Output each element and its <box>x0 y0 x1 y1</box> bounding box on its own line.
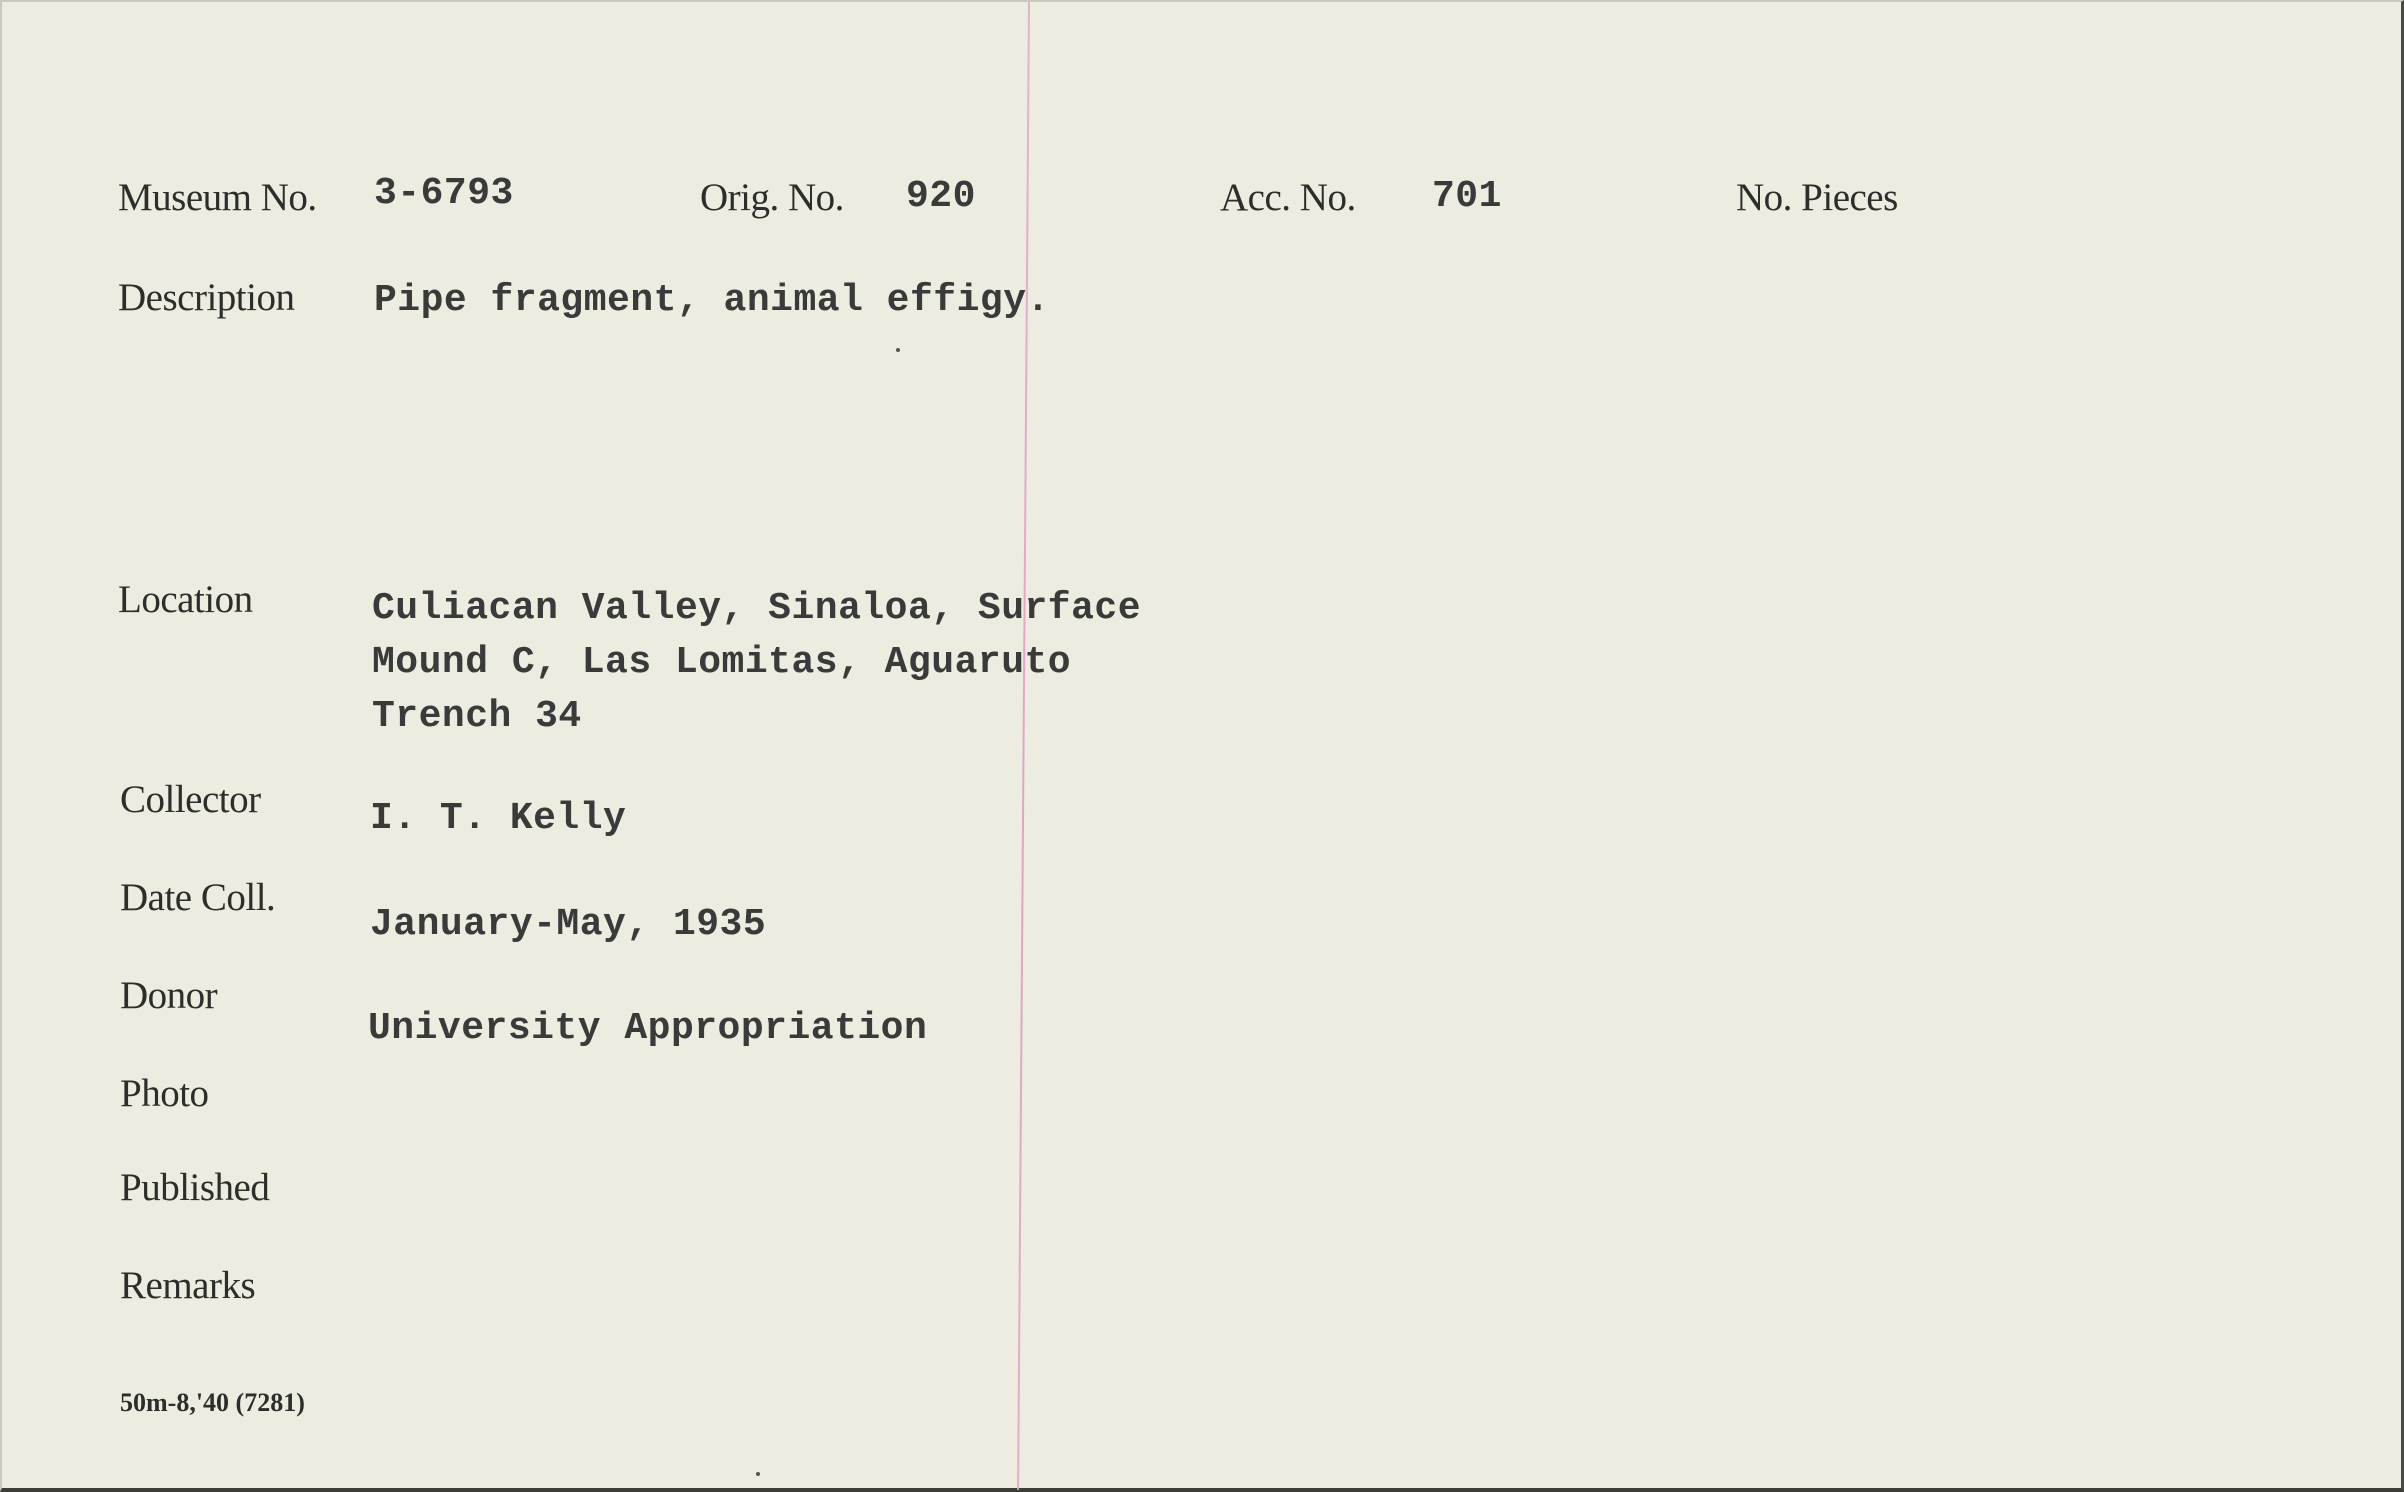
paper-speck <box>756 1472 760 1476</box>
museum-no-label: Museum No. <box>118 176 317 219</box>
collector-value: I. T. Kelly <box>370 797 627 840</box>
form-code: 50m-8,'40 (7281) <box>120 1388 305 1417</box>
donor-value: University Appropriation <box>368 1007 928 1050</box>
remarks-label: Remarks <box>120 1264 256 1307</box>
paper-speck <box>896 348 900 352</box>
location-line-3: Trench 34 <box>372 695 582 738</box>
donor-label: Donor <box>120 974 218 1017</box>
orig-no-value: 920 <box>906 175 976 218</box>
museum-no-value: 3-6793 <box>374 172 514 215</box>
acc-no-label: Acc. No. <box>1220 176 1356 219</box>
published-label: Published <box>120 1166 270 1209</box>
collector-label: Collector <box>120 778 261 821</box>
photo-label: Photo <box>120 1072 209 1115</box>
location-line-2: Mound C, Las Lomitas, Aguaruto <box>372 641 1072 684</box>
date-coll-value: January-May, 1935 <box>370 903 767 946</box>
date-coll-label: Date Coll. <box>120 876 276 919</box>
no-pieces-label: No. Pieces <box>1736 176 1898 219</box>
location-label: Location <box>118 578 253 621</box>
location-line-1: Culiacan Valley, Sinaloa, Surface <box>372 587 1142 630</box>
orig-no-label: Orig. No. <box>700 176 844 219</box>
description-label: Description <box>118 276 295 319</box>
description-value: Pipe fragment, animal effigy. <box>374 279 1050 322</box>
acc-no-value: 701 <box>1432 175 1502 218</box>
margin-rule <box>1017 2 1030 1490</box>
